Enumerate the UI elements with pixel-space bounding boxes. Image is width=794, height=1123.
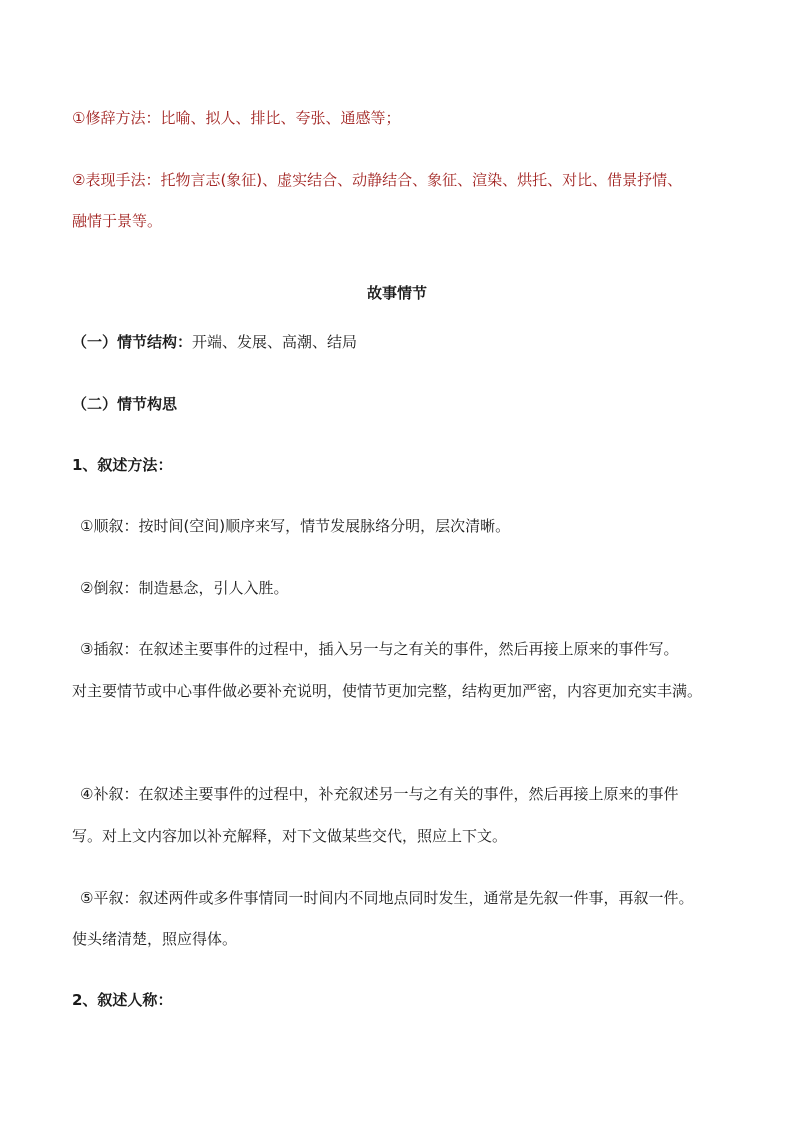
narration-item-parallel: ⑤平叙：叙述两件或多件事情同一时间内不同地点同时发生，通常是先叙一件事，再叙一件。 [80,889,694,907]
expression-techniques-line-continued: 融情于景等。 [72,212,163,230]
narration-item-flashback: ②倒叙：制造悬念，引人入胜。 [80,579,289,597]
narration-item-supplementary-continued: 写。对上文内容加以补充解释，对下文做某些交代，照应上下文。 [72,827,508,845]
plot-structure-text: 开端、发展、高潮、结局 [192,333,358,351]
rhetoric-methods-line: ①修辞方法：比喻、拟人、排比、夸张、通感等； [72,109,401,127]
narration-item-supplementary: ④补叙：在叙述主要事件的过程中，补充叙述另一与之有关的事件，然后再接上原来的事件 [80,785,679,803]
narration-methods-heading: 1、叙述方法： [72,456,173,474]
plot-structure-line [72,332,357,352]
narration-item-interpolated: ③插叙：在叙述主要事件的过程中，插入另一与之有关的事件，然后再接上原来的事件写。 [80,640,679,658]
plot-design-heading: （二）情节构思 [72,395,178,413]
narration-item-interpolated-continued: 对主要情节或中心事件做必要补充说明，使情节更加完整，结构更加严密，内容更加充实丰满。 [72,682,703,700]
narration-item-chronological: ①顺叙：按时间(空间)顺序来写，情节发展脉络分明，层次清晰。 [80,517,511,535]
narration-item-parallel-continued: 使头绪清楚，照应得体。 [72,930,238,948]
narrative-person-heading: 2、叙述人称： [72,991,173,1009]
expression-techniques-line: ②表现手法：托物言志(象征)、虚实结合、动静结合、象征、渲染、烘托、对比、借景抒情、 [72,171,683,189]
section-title: 故事情节 [366,284,427,303]
plot-structure-label: （一）情节结构： [72,333,193,351]
